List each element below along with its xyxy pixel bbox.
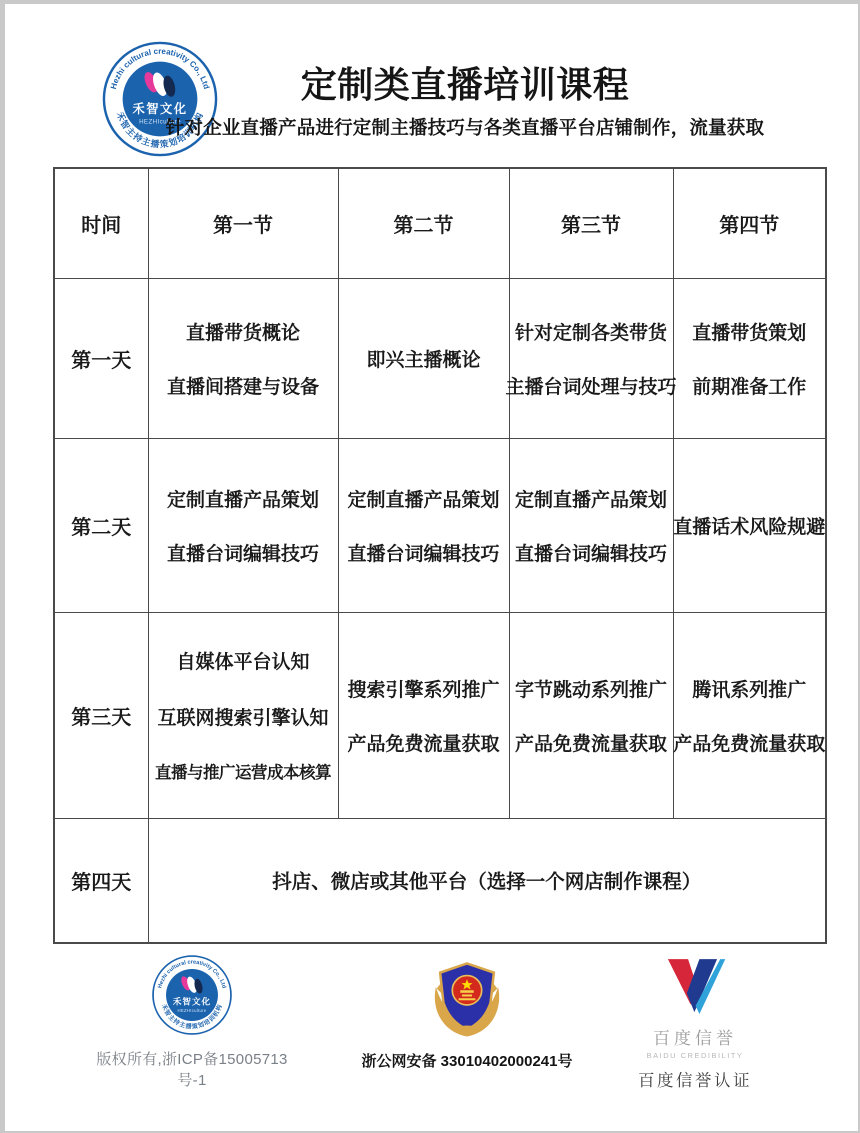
day-cell: 第四天 xyxy=(54,818,148,943)
cell-line: 定制直播产品策划 xyxy=(514,489,667,511)
header-cell-section-3: 第三节 xyxy=(509,168,673,278)
table-row-day2 xyxy=(54,438,826,612)
cell-line: 直播与推广运营成本核算 xyxy=(155,764,331,782)
course-cell xyxy=(673,438,826,612)
police-badge-icon xyxy=(425,952,509,1042)
course-cell xyxy=(148,278,338,438)
hezhi-logo-small-icon xyxy=(151,954,233,1036)
page-header xyxy=(135,64,795,140)
table-row-day3 xyxy=(54,612,826,818)
course-cell xyxy=(673,612,826,818)
course-schedule-table xyxy=(53,167,827,944)
cell-line: 前期准备工作 xyxy=(692,376,807,398)
header-cell-section-1: 第一节 xyxy=(148,168,338,278)
header-cell-section-2: 第二节 xyxy=(338,168,509,278)
cell-line: 直播台词编辑技巧 xyxy=(166,543,319,565)
cell-line: 产品免费流量获取 xyxy=(514,733,667,755)
cell-line: 主播台词处理与技巧 xyxy=(505,376,677,398)
course-cell xyxy=(509,612,673,818)
police-registration-text: 浙公网安备 33010402000241号 xyxy=(361,1053,573,1070)
cell-line: 直播台词编辑技巧 xyxy=(347,543,500,565)
cell-line: 字节跳动系列推广 xyxy=(514,679,667,701)
cell-line: 直播台词编辑技巧 xyxy=(514,543,667,565)
cell-line: 直播带货策划 xyxy=(692,322,807,344)
cell-line: 互联网搜索引擎认知 xyxy=(157,708,329,729)
table-header-row xyxy=(54,168,826,278)
table-row-day1 xyxy=(54,278,826,438)
day-cell: 第二天 xyxy=(54,438,148,612)
course-cell xyxy=(673,278,826,438)
course-cell-merged: 抖店、微店或其他平台（选择一个网店制作课程） xyxy=(148,818,826,943)
footer-copyright-block xyxy=(92,954,292,1090)
cell-line: 产品免费流量获取 xyxy=(347,733,500,755)
icp-license-text: 版权所有,浙ICP备15005713号-1 xyxy=(96,1051,288,1089)
course-cell xyxy=(505,278,677,438)
course-cell xyxy=(338,438,509,612)
page-subtitle: 针对企业直播产品进行定制主播技巧与各类直播平台店铺制作，流量获取 xyxy=(165,117,765,139)
baidu-cert-label: 百度信誉认证 xyxy=(638,1072,752,1090)
cell-line: 定制直播产品策划 xyxy=(347,489,500,511)
day-cell: 第一天 xyxy=(54,278,148,438)
cell-line: 针对定制各类带货 xyxy=(514,322,667,344)
cell-line: 腾讯系列推广 xyxy=(692,679,807,701)
header-cell-time: 时间 xyxy=(54,168,148,278)
header-cell-section-4: 第四节 xyxy=(673,168,826,278)
footer-baidu-block xyxy=(600,956,790,1091)
baidu-credibility-cn-label: 百度信誉 xyxy=(653,1029,737,1048)
cell-line: 搜索引擎系列推广 xyxy=(347,679,500,701)
cell-line: 定制直播产品策划 xyxy=(166,489,319,511)
course-cell xyxy=(338,612,509,818)
cell-line: 产品免费流量获取 xyxy=(673,733,826,755)
cell-line: 直播带货概论 xyxy=(185,322,300,344)
cell-line: 直播话术风险规避 xyxy=(673,516,826,538)
page-title: 定制类直播培训课程 xyxy=(300,64,630,105)
cell-line: 直播间搭建与设备 xyxy=(166,376,319,398)
footer-police-block xyxy=(342,952,592,1071)
day-cell: 第三天 xyxy=(54,612,148,818)
course-cell xyxy=(509,438,673,612)
course-cell xyxy=(338,278,509,438)
baidu-credibility-en-label: BAIDU CREDIBILITY xyxy=(646,1051,744,1060)
course-cell xyxy=(148,612,338,818)
cell-line: 即兴主播概论 xyxy=(366,349,481,371)
table-row-day4 xyxy=(54,818,826,943)
course-cell xyxy=(148,438,338,612)
baidu-credibility-icon xyxy=(663,956,727,1014)
cell-line: 自媒体平台认知 xyxy=(176,652,310,673)
